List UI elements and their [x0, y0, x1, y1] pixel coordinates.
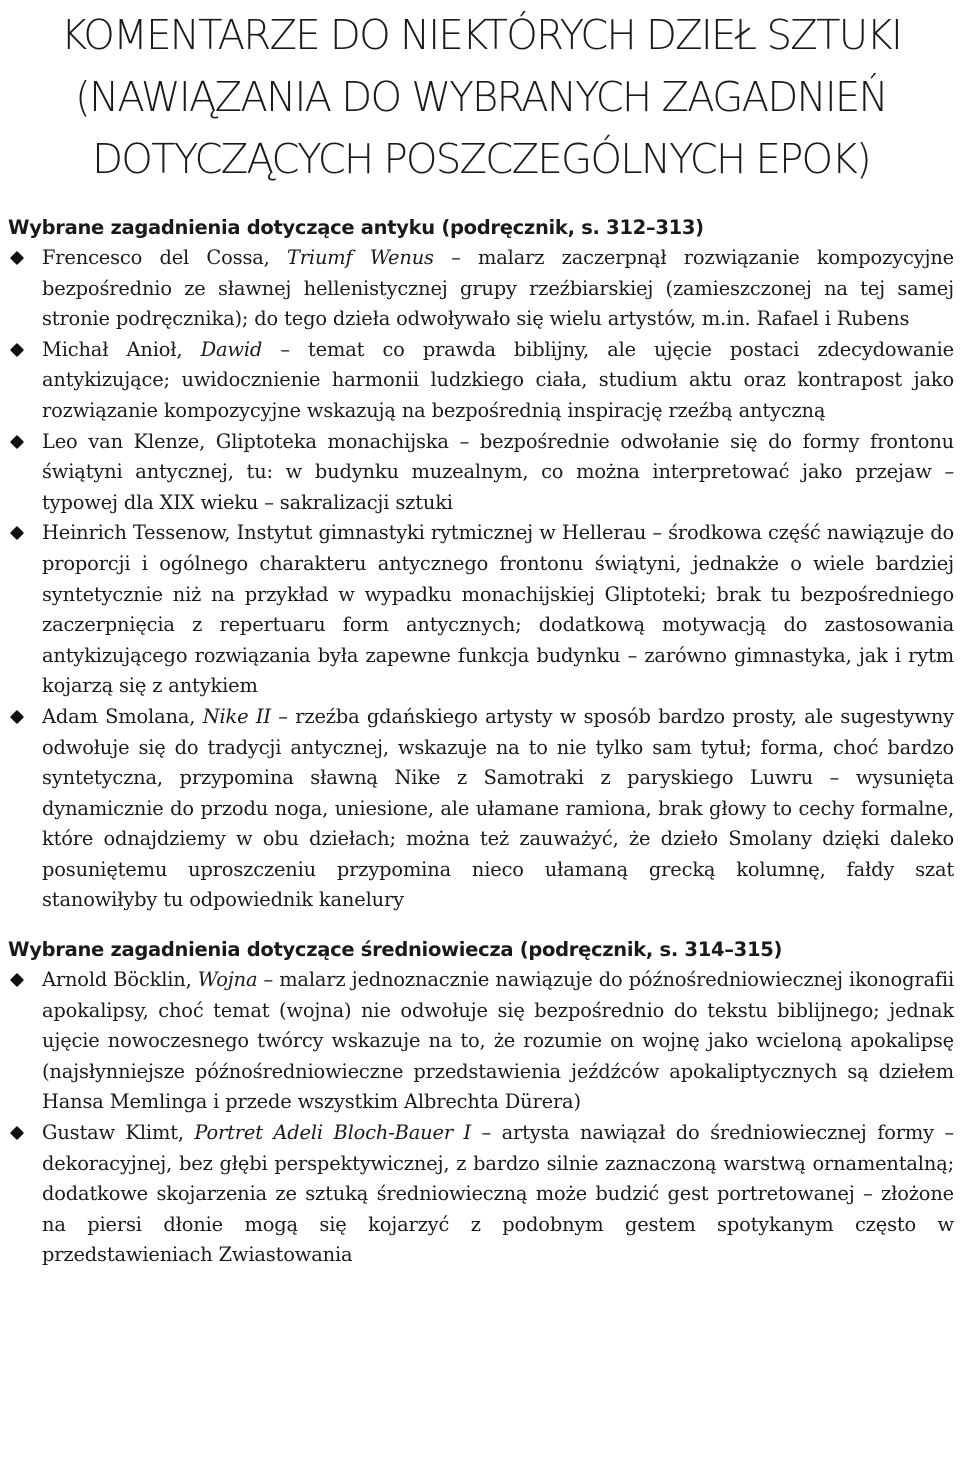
page-title-line: DOTYCZĄCYCH POSZCZEGÓLNYCH EPOK) — [92, 135, 870, 183]
item-text: – temat co prawda biblijny, ale ujęcie postaci zdecydowanie antykizujące; uwidocznienie harmonii ludzkiego ciała, studium aktu oraz kontrapost jako rozwiązanie kompozycyjne wskazują na bezpośrednią inspirację rzeźbą antyczną — [42, 337, 954, 422]
section-middle-ages — [8, 938, 954, 1271]
item-artist: Gustaw Klimt, — [42, 1121, 195, 1145]
item-text: – rzeźba gdańskiego artysty w sposób bardzo prosty, ale sugestywny odwołuje się do tradycji antycznej, wskazuje na to nie tylko sam tytuł; forma, choć bardzo syntetyczna, przypomina sławną Nike z Samotraki z paryskiego Luwru – wysunięta dynamicznie do przodu noga, uniesione, ale ułamane ramiona, brak głowy to cechy formalne, które odnajdziemy w obu dziełach; można też zauważyć, że dzieło Smolany dzięki daleko posuniętemu uproszczeniu przypomina nieco ułamaną grecką kolumnę, fałdy szat stanowiłyby tu odpowiednik kanelury — [42, 704, 954, 912]
item-text: Heinrich Tessenow, Instytut gimnastyki rytmicznej w Hellerau – środkowa część nawiązuje do proporcji i ogólnego charakteru antycznego frontonu świątyni, jednakże o wiele bardziej syntetycznie niż na przykład w wypadku monachijskiej Gliptoteki; brak tu bezpośredniego zaczerpnięcia z repertuaru form antycznych; dodatkową motywacją do zastosowania antykizującego rozwiązania była zapewne funkcja budynku – zarówno gimnastyka, jak i rytm kojarzą się z antykiem — [42, 521, 954, 698]
item-work-title: Wojna — [197, 968, 258, 992]
diamond-bullet-icon — [10, 434, 24, 448]
diamond-bullet-icon — [10, 710, 24, 724]
item-artist: Adam Smolana, — [42, 704, 203, 728]
diamond-bullet-icon — [10, 526, 24, 540]
item-text: – artysta nawiązał do średniowiecznej formy – dekoracyjnej, bez głębi perspektywicznej, z bardzo silnie zaznaczoną warstwą ornamentalną; dodatkowe skojarzenia ze sztuką średniowieczną może budzić gest portretowanej – złożone na piersi dłonie mogą się kojarzyć z podobnym gestem spotykanym często w przedstawieniach Zwiastowania — [42, 1121, 955, 1267]
item-text: Leo van Klenze, Gliptoteka monachijska – bezpośrednie odwołanie się do formy frontonu świątyni antycznej, tu: w budynku muzealnym, co można interpretować jako przejaw – typowej dla XIX wieku – sakralizacji sztuki — [42, 429, 954, 514]
page-title-line: (NAWIĄZANIA DO WYBRANYCH ZAGADNIEŃ — [75, 73, 887, 121]
page-title-line: KOMENTARZE DO NIEKTÓRYCH DZIEŁ SZTUKI — [60, 11, 902, 59]
item-work-title: Dawid — [200, 337, 263, 361]
item-list — [8, 243, 954, 916]
section-heading: Wybrane zagadnienia dotyczące średniowiecza (podręcznik, s. 314–315) — [8, 938, 783, 962]
list-item — [8, 702, 954, 916]
diamond-bullet-icon — [10, 1126, 24, 1140]
page-title — [17, 4, 944, 190]
item-text: – malarz jednoznacznie nawiązuje do późnośredniowiecznej ikonografii apokalipsy, choć temat (wojna) nie odwołuje się bezpośrednio do tekstu biblijnego; jednak ujęcie nowoczesnego twórcy wskazuje na to, że rozumie on wojnę jako wcieloną apokalipsę (najsłynniejsze późnośredniowieczne przedstawienia jeźdźców apokaliptycznych są dziełem Hansa Memlinga i przede wszystkim Albrechta Dürera) — [42, 968, 954, 1114]
item-work-title: Nike II — [202, 704, 271, 728]
list-item — [8, 1118, 954, 1271]
diamond-bullet-icon — [10, 973, 24, 987]
list-item — [8, 965, 954, 1118]
list-item — [8, 518, 954, 702]
item-artist: Frencesco del Cossa, — [42, 246, 287, 269]
section-heading: Wybrane zagadnienia dotyczące antyku (podręcznik, s. 312–313) — [8, 216, 704, 239]
diamond-bullet-icon — [10, 343, 24, 357]
item-text: – malarz zaczerpnął rozwiązanie kompozycyjne bezpośrednio ze sławnej hellenistycznej grupy rzeźbiarskiej (zamieszczonej na tej samej stronie podręcznika); do tego dzieła odwoływało się wielu artystów, m.in. Rafael i Rubens — [42, 246, 954, 331]
diamond-bullet-icon — [10, 251, 24, 265]
item-work-title: Triumf Wenus — [286, 246, 434, 269]
item-artist: Michał Anioł, — [42, 337, 201, 361]
item-list — [8, 965, 954, 1271]
list-item — [8, 243, 954, 335]
list-item — [8, 427, 954, 519]
document-page — [0, 4, 960, 1477]
item-artist: Arnold Böcklin, — [42, 968, 198, 992]
list-item — [8, 335, 954, 427]
section-antiquity — [8, 216, 954, 916]
item-work-title: Portret Adeli Bloch-Bauer I — [194, 1121, 471, 1145]
